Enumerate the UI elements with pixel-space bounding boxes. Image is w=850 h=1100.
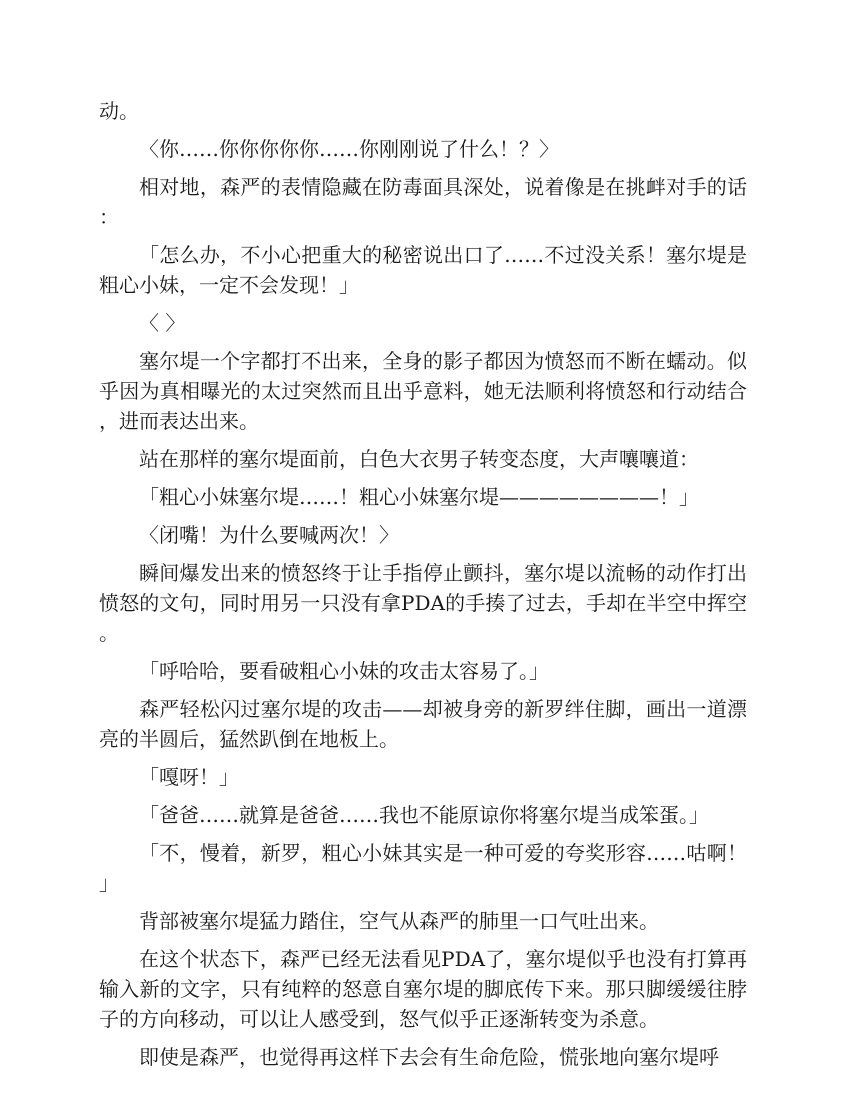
document-page [99,96,747,1080]
paragraph: 〈闭嘴！为什么要喊两次！〉 [139,523,399,547]
paragraph: 相对地，森严的表情隐藏在防毒面具深处，说着像是在挑衅对手的话： [99,175,747,229]
paragraph: 〈 〉 [139,311,186,335]
paragraph: 瞬间爆发出来的愤怒终于让手指停止颤抖，塞尔堤以流畅的动作打出愤怒的文句，同时用另一只没有拿PDA的手揍了过去，手却在半空中挥空。 [99,561,747,645]
paragraph: 「粗心小妹塞尔堤……！粗心小妹塞尔堤————————！」 [139,485,699,509]
paragraph: 「呼哈哈，要看破粗心小妹的攻击太容易了。」 [139,659,549,683]
paragraph: 塞尔堤一个字都打不出来，全身的影子都因为愤怒而不断在蠕动。似乎因为真相曝光的太过突然而且出乎意料，她无法顺利将愤怒和行动结合，进而表达出来。 [99,349,747,433]
paragraph: 背部被塞尔堤猛力踏住，空气从森严的肺里一口气吐出来。 [139,909,659,933]
paragraph: 动。 [99,99,139,123]
paragraph: 在这个状态下，森严已经无法看见PDA了，塞尔堤似乎也没有打算再输入新的文字，只有纯粹的怒意自塞尔堤的脚底传下来。那只脚缓缓往脖子的方向移动，可以让人感受到，怒气似乎正逐渐转变为杀意。 [99,947,747,1031]
paragraph: 〈你……你你你你你……你刚刚说了什么！？〉 [139,137,559,161]
paragraph: 「爸爸……就算是爸爸……我也不能原谅你将塞尔堤当成笨蛋。」 [139,803,709,827]
paragraph: 站在那样的塞尔堤面前，白色大衣男子转变态度，大声嚷嚷道： [139,447,699,471]
paragraph: 森严轻松闪过塞尔堤的攻击——却被身旁的新罗绊住脚，画出一道漂亮的半圆后，猛然趴倒在地板上。 [99,697,747,751]
paragraph: 即使是森严，也觉得再这样下去会有生命危险，慌张地向塞尔堤呼 [139,1045,719,1069]
paragraph: 「嘎呀！」 [139,765,239,789]
paragraph: 「不，慢着，新罗，粗心小妹其实是一种可爱的夸奖形容……咕啊！」 [99,841,747,895]
paragraph: 「怎么办，不小心把重大的秘密说出口了……不过没关系！塞尔堤是粗心小妹，一定不会发现！」 [99,243,747,297]
